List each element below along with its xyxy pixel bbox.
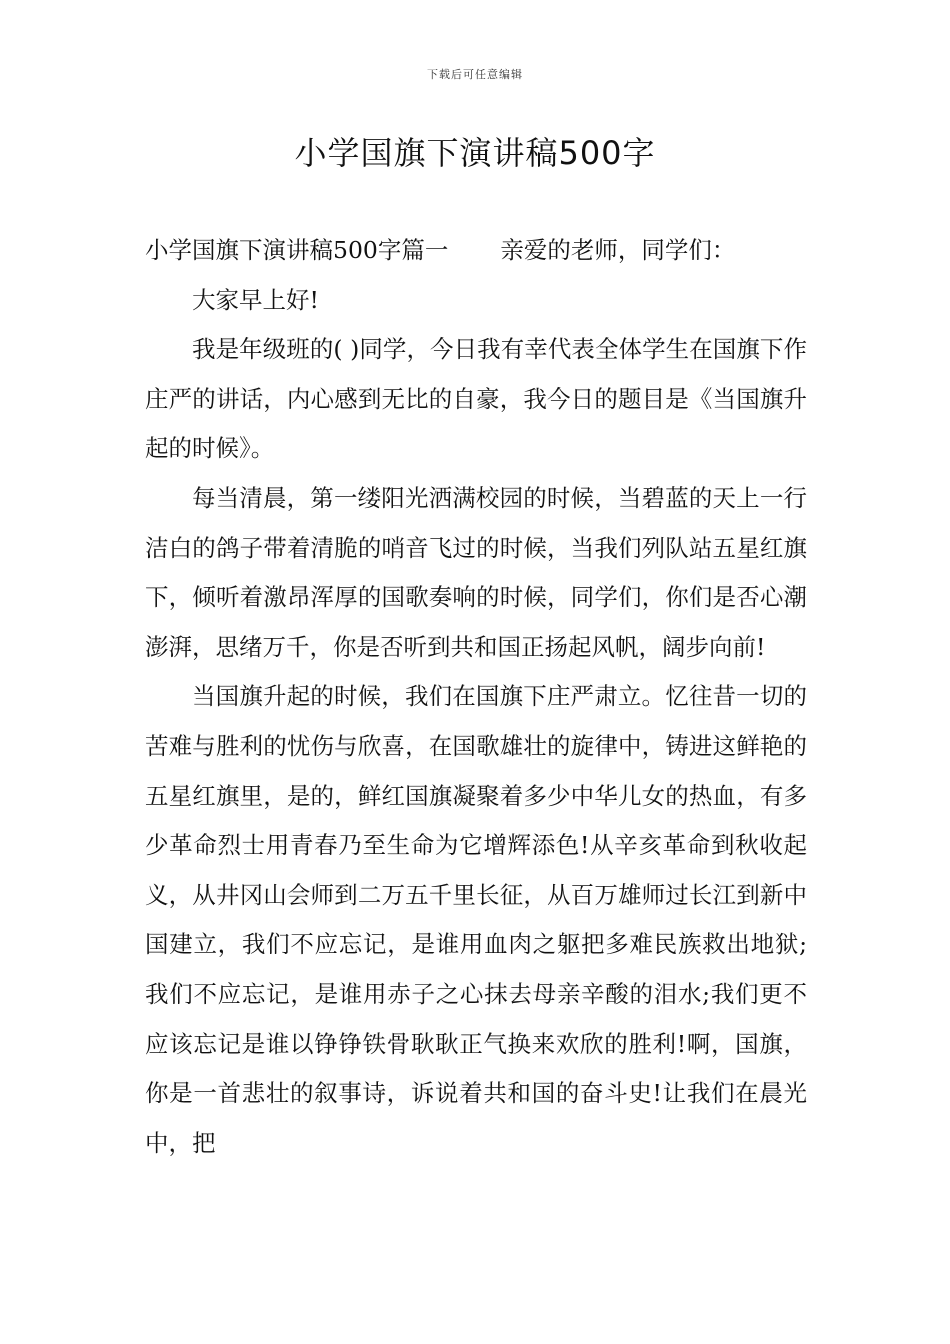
document-body	[145, 226, 807, 1168]
paragraph-introduction: 我是年级班的( )同学，今日我有幸代表全体学生在国旗下作庄严的讲话，内心感到无比的自豪，我今日的题目是《当国旗升起的时候》。	[145, 335, 807, 463]
header-note: 下载后可任意编辑	[427, 68, 523, 81]
paragraph-greeting: 大家早上好!	[192, 285, 319, 314]
paragraph-morning-scene: 每当清晨，第一缕阳光洒满校园的时候，当碧蓝的天上一行洁白的鸽子带着清脆的哨音飞过的时候，当我们列队站五星红旗下，倾听着激昂浑厚的国歌奏响的时候，同学们，你们是否心潮澎湃，思绪万千，你是否听到共和国正扬起风帆，阔步向前!	[145, 483, 807, 661]
paragraph-flag-raising: 当国旗升起的时候，我们在国旗下庄严肃立。忆往昔一切的苦难与胜利的忧伤与欣喜，在国歌雄壮的旋律中，铸进这鲜艳的五星红旗里，是的，鲜红国旗凝聚着多少中华儿女的热血，有多少革命烈士用青春乃至生命为它增辉添色!从辛亥革命到秋收起义，从井冈山会师到二万五千里长征，从百万雄师过长江到新中国建立，我们不应忘记，是谁用血肉之躯把多难民族救出地狱;我们不应忘记，是谁用赤子之心抹去母亲辛酸的泪水;我们更不应该忘记是谁以铮铮铁骨耿耿正气换来欢欣的胜利!啊，国旗，你是一首悲壮的叙事诗，诉说着共和国的奋斗史!让我们在晨光中，把	[145, 682, 807, 1157]
document-title: 小学国旗下演讲稿500字	[294, 134, 656, 172]
opening-line	[145, 226, 807, 276]
section-heading: 小学国旗下演讲稿500字篇一	[145, 236, 449, 264]
salutation: 亲爱的老师，同学们：	[500, 236, 736, 264]
